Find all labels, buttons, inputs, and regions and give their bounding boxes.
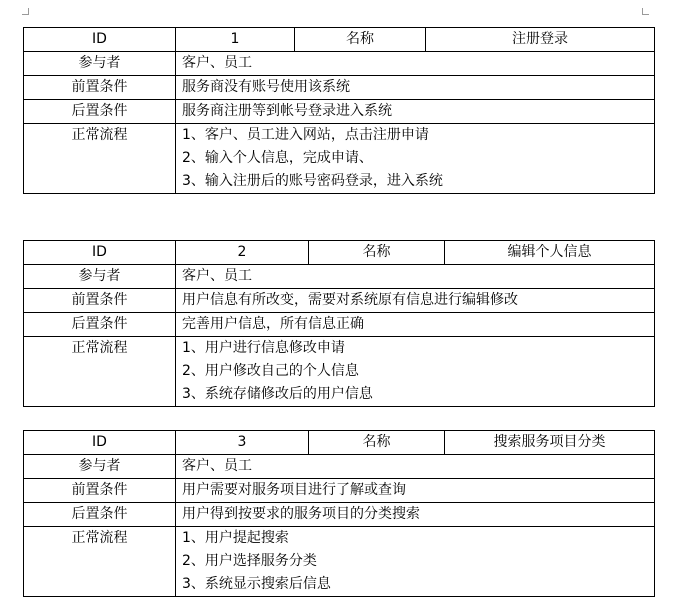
name-label: 名称 xyxy=(295,28,426,52)
precondition-row xyxy=(24,479,655,503)
flow-steps xyxy=(176,337,655,407)
flow-step: 2、输入个人信息，完成申请、 xyxy=(182,150,373,166)
flow-label: 正常流程 xyxy=(24,337,176,407)
postcondition-label: 后置条件 xyxy=(24,313,176,337)
flow-step: 2、用户选择服务分类 xyxy=(182,553,317,569)
precondition-value: 用户需要对服务项目进行了解或查询 xyxy=(176,479,655,503)
flow-row xyxy=(24,124,655,194)
id-label: ID xyxy=(24,28,176,52)
precondition-row xyxy=(24,76,655,100)
postcondition-value: 服务商注册等到帐号登录进入系统 xyxy=(176,100,655,124)
name-label: 名称 xyxy=(309,241,445,265)
use-case-table-3 xyxy=(23,430,655,597)
precondition-label: 前置条件 xyxy=(24,479,176,503)
flow-step: 3、系统存储修改后的用户信息 xyxy=(182,386,373,402)
name-value: 搜索服务项目分类 xyxy=(445,431,655,455)
id-value: 2 xyxy=(176,241,309,265)
flow-step: 3、系统显示搜索后信息 xyxy=(182,576,331,592)
flow-label: 正常流程 xyxy=(24,124,176,194)
flow-steps xyxy=(176,124,655,194)
participants-value: 客户、员工 xyxy=(176,52,655,76)
postcondition-row xyxy=(24,100,655,124)
participants-value: 客户、员工 xyxy=(176,455,655,479)
use-case-table-1 xyxy=(23,27,655,194)
id-row xyxy=(24,431,655,455)
participants-label: 参与者 xyxy=(24,52,176,76)
id-label: ID xyxy=(24,431,176,455)
id-row xyxy=(24,241,655,265)
participants-value: 客户、员工 xyxy=(176,265,655,289)
precondition-value: 用户信息有所改变，需要对系统原有信息进行编辑修改 xyxy=(176,289,655,313)
id-value: 3 xyxy=(176,431,309,455)
name-value: 编辑个人信息 xyxy=(445,241,655,265)
precondition-label: 前置条件 xyxy=(24,289,176,313)
precondition-value: 服务商没有账号使用该系统 xyxy=(176,76,655,100)
id-row xyxy=(24,28,655,52)
id-label: ID xyxy=(24,241,176,265)
name-label: 名称 xyxy=(309,431,445,455)
participants-row xyxy=(24,455,655,479)
flow-label: 正常流程 xyxy=(24,527,176,597)
name-value: 注册登录 xyxy=(426,28,655,52)
flow-step: 1、用户提起搜索 xyxy=(182,530,289,546)
postcondition-label: 后置条件 xyxy=(24,503,176,527)
precondition-label: 前置条件 xyxy=(24,76,176,100)
precondition-row xyxy=(24,289,655,313)
participants-label: 参与者 xyxy=(24,455,176,479)
id-value: 1 xyxy=(176,28,295,52)
postcondition-row xyxy=(24,503,655,527)
participants-row xyxy=(24,52,655,76)
flow-row xyxy=(24,527,655,597)
postcondition-value: 完善用户信息，所有信息正确 xyxy=(176,313,655,337)
participants-row xyxy=(24,265,655,289)
flow-steps xyxy=(176,527,655,597)
postcondition-row xyxy=(24,313,655,337)
use-case-table-2 xyxy=(23,240,655,407)
page-margin-marker-left xyxy=(22,8,29,15)
flow-row xyxy=(24,337,655,407)
flow-step: 3、输入注册后的账号密码登录，进入系统 xyxy=(182,173,443,189)
postcondition-label: 后置条件 xyxy=(24,100,176,124)
page-margin-marker-right xyxy=(642,8,649,15)
flow-step: 1、客户、员工进入网站，点击注册申请 xyxy=(182,127,429,143)
flow-step: 2、用户修改自己的个人信息 xyxy=(182,363,359,379)
flow-step: 1、用户进行信息修改申请 xyxy=(182,340,345,356)
participants-label: 参与者 xyxy=(24,265,176,289)
postcondition-value: 用户得到按要求的服务项目的分类搜索 xyxy=(176,503,655,527)
